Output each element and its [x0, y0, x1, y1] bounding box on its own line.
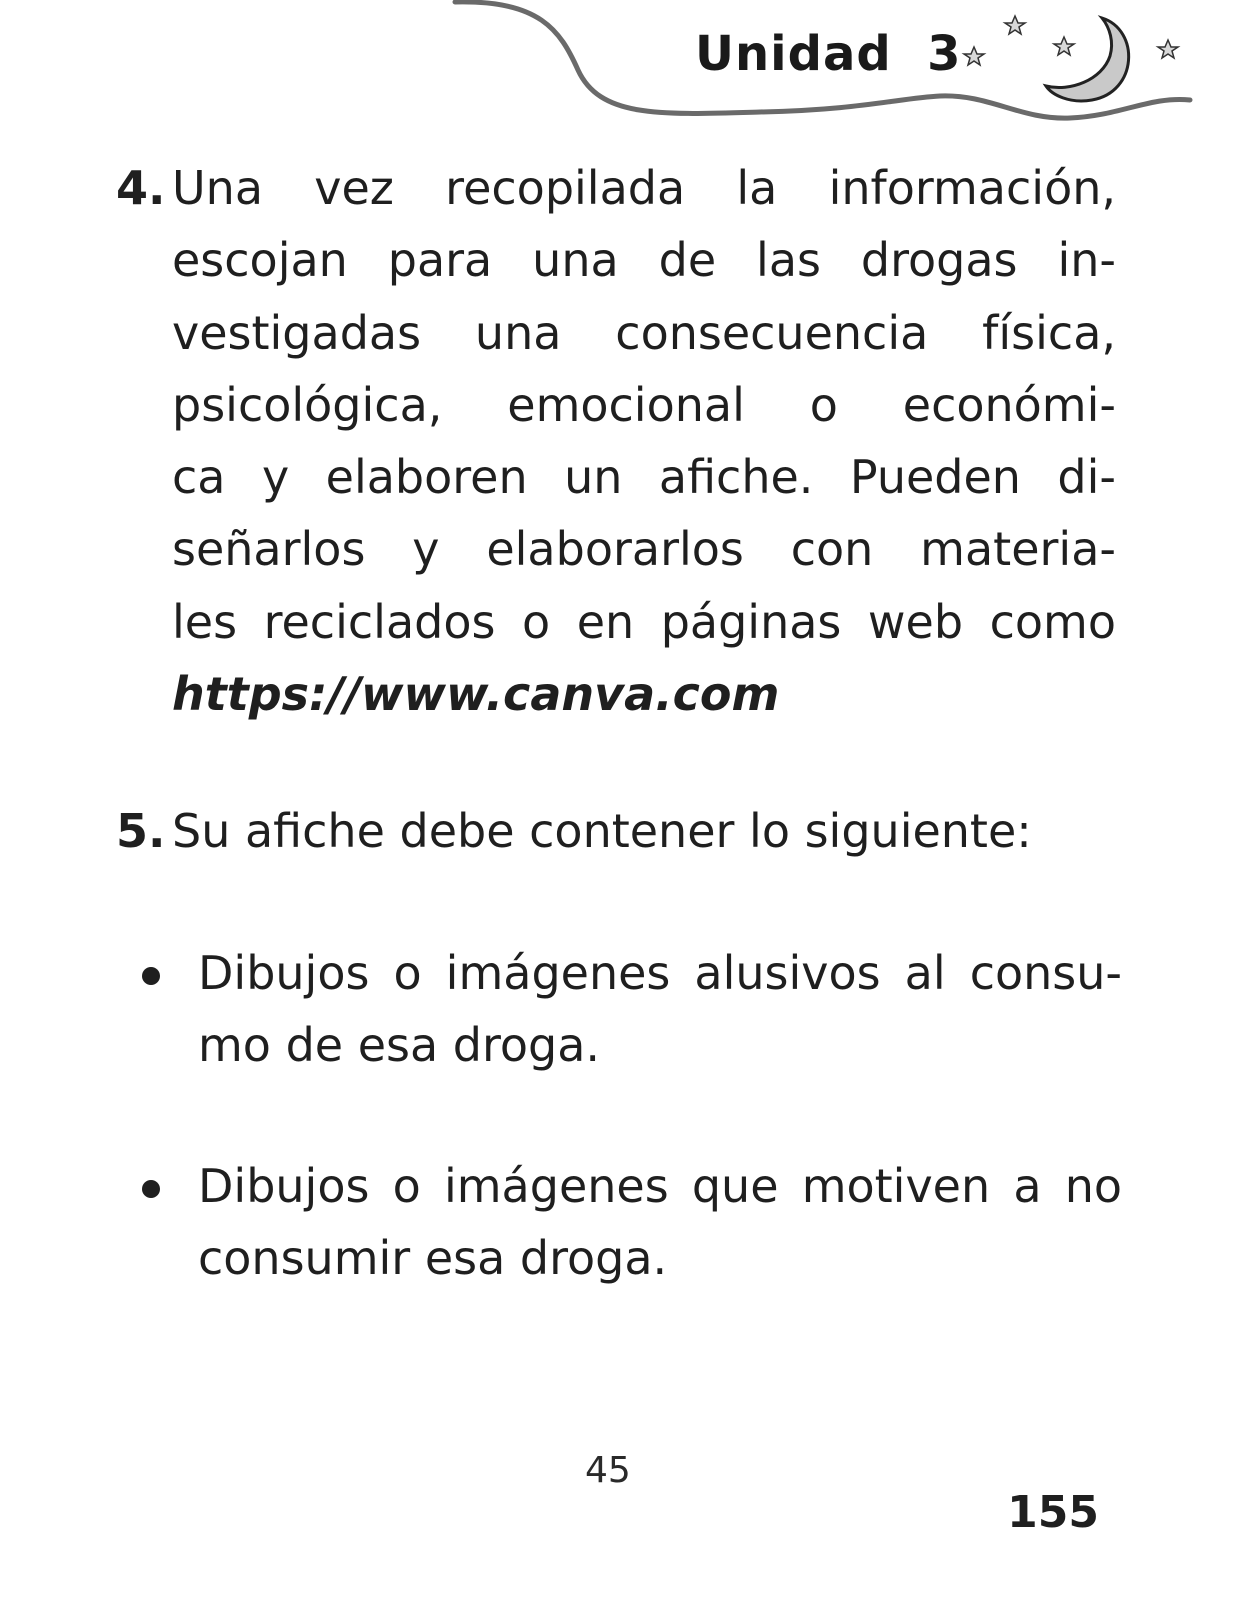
- item-number: 4.: [116, 161, 166, 215]
- page-number: 155: [1007, 1487, 1099, 1538]
- bullet-item: [142, 937, 1122, 1081]
- bullet-line: consumir esa droga.: [198, 1231, 668, 1285]
- bullet-line: Dibujos o imágenes alusivos al consu-: [198, 946, 1122, 1000]
- bullet-line: mo de esa droga.: [198, 1018, 601, 1072]
- canva-url-link[interactable]: https://www.canva.com: [172, 667, 780, 722]
- bullet-text: [198, 1150, 1122, 1294]
- star-icon: [1054, 37, 1074, 55]
- body-line: escojan para una de las drogas in-: [172, 233, 1116, 288]
- bullet-dot: [142, 967, 160, 985]
- body-line: vestigadas una consecuencia física,: [172, 305, 1116, 360]
- bullet-dot: [142, 1180, 160, 1198]
- bullet-line: Dibujos o imágenes que motiven a no: [198, 1159, 1122, 1213]
- item-body: [172, 795, 1116, 867]
- page-number-small: 45: [585, 1450, 631, 1491]
- numbered-item-4: [116, 152, 1116, 730]
- header-decoration: [0, 0, 1237, 140]
- item-number: 5.: [116, 804, 166, 858]
- star-icon: [964, 47, 984, 65]
- body-line: Una vez recopilada la información,: [172, 161, 1116, 215]
- star-icon: [1005, 16, 1025, 34]
- body-line: Su afiche debe contener lo siguiente:: [172, 804, 1032, 858]
- moon-icon: [1046, 18, 1129, 101]
- numbered-item-5: [116, 795, 1116, 867]
- body-line: ca y elaboren un afiche. Pueden di-: [172, 450, 1116, 505]
- star-icon: [1158, 40, 1178, 58]
- body-line: señarlos y elaborarlos con materia-: [172, 522, 1116, 577]
- item-body: [172, 152, 1116, 730]
- body-line: les reciclados o en páginas web como: [172, 594, 1116, 649]
- unit-title: Unidad 3: [695, 26, 962, 82]
- bullet-text: [198, 937, 1122, 1081]
- bullet-item: [142, 1150, 1122, 1294]
- body-line: psicológica, emocional o económi-: [172, 377, 1116, 432]
